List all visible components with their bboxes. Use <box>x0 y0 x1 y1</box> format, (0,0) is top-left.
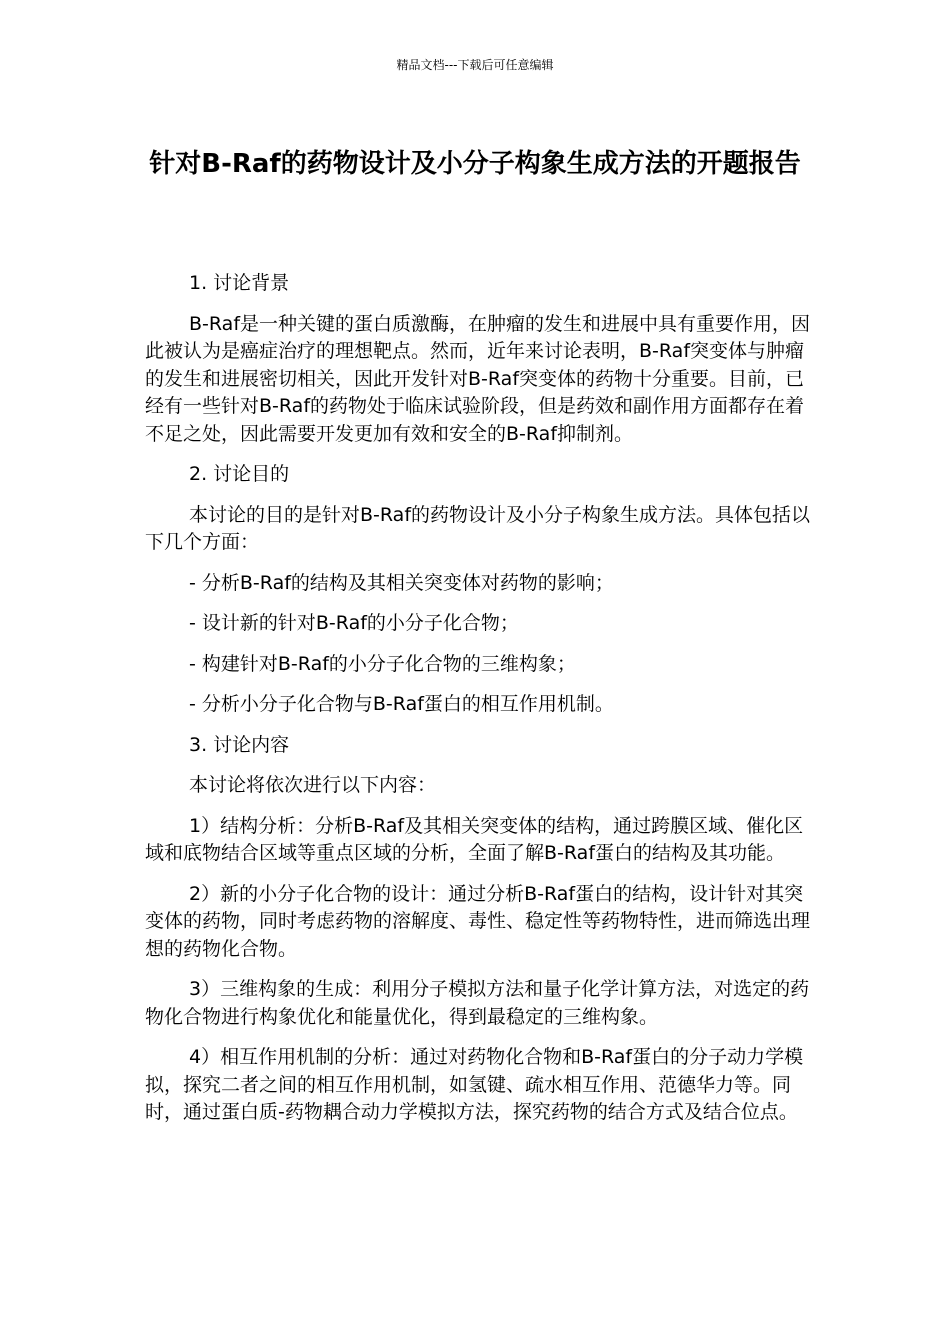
paragraph-compound-design: 2）新的小分子化合物的设计：通过分析B-Raf蛋白的结构，设计针对其突变体的药物，同时考虑药物的溶解度、毒性、稳定性等药物特性，进而筛选出理想的药物化合物。 <box>145 882 811 960</box>
paragraph-purpose: 本讨论的目的是针对B-Raf的药物设计及小分子构象生成方法。具体包括以下几个方面： <box>145 503 811 553</box>
document-title: 针对B-Raf的药物设计及小分子构象生成方法的开题报告 <box>149 149 801 179</box>
list-item: - 设计新的针对B-Raf的小分子化合物； <box>189 612 519 634</box>
document-body <box>145 270 810 1140</box>
section-heading-purpose: 2. 讨论目的 <box>189 463 290 485</box>
paragraph-interaction-analysis: 4）相互作用机制的分析：通过对药物化合物和B-Raf蛋白的分子动力学模拟，探究二者之间的相互作用机制，如氢键、疏水相互作用、范德华力等。同时，通过蛋白质-药物耦合动力学模拟方法，探究药物的结合方式及结合位点。 <box>145 1046 804 1123</box>
paragraph-conformation-generation: 3）三维构象的生成：利用分子模拟方法和量子化学计算方法，对选定的药物化合物进行构象优化和能量优化，得到最稳定的三维构象。 <box>145 978 810 1028</box>
list-item: - 构建针对B-Raf的小分子化合物的三维构象； <box>189 652 576 675</box>
paragraph-background: B-Raf是一种关键的蛋白质激酶，在肿瘤的发生和进展中具有重要作用，因此被认为是癌症治疗的理想靶点。然而，近年来讨论表明，B-Raf突变体与肿瘤的发生和进展密切相关，因此开发针对B-Raf突变体的药物十分重要。目前，已经有一些针对B-Raf的药物处于临床试验阶段，但是药效和副作用方面都存在着不足之处，因此需要开发更加有效和安全的B-Raf抑制剂。 <box>145 312 811 445</box>
section-heading-content: 3. 讨论内容 <box>189 733 290 756</box>
list-item: - 分析B-Raf的结构及其相关突变体对药物的影响； <box>189 571 614 594</box>
section-heading-background: 1. 讨论背景 <box>189 272 290 294</box>
list-item: - 分析小分子化合物与B-Raf蛋白的相互作用机制。 <box>189 693 614 715</box>
paragraph-content-intro: 本讨论将依次进行以下内容： <box>189 774 437 796</box>
page-header: 精品文档---下载后可任意编辑 <box>396 58 554 72</box>
paragraph-structure-analysis: 1）结构分析：分析B-Raf及其相关突变体的结构，通过跨膜区域、催化区域和底物结合区域等重点区域的分析，全面了解B-Raf蛋白的结构及其功能。 <box>145 814 804 864</box>
